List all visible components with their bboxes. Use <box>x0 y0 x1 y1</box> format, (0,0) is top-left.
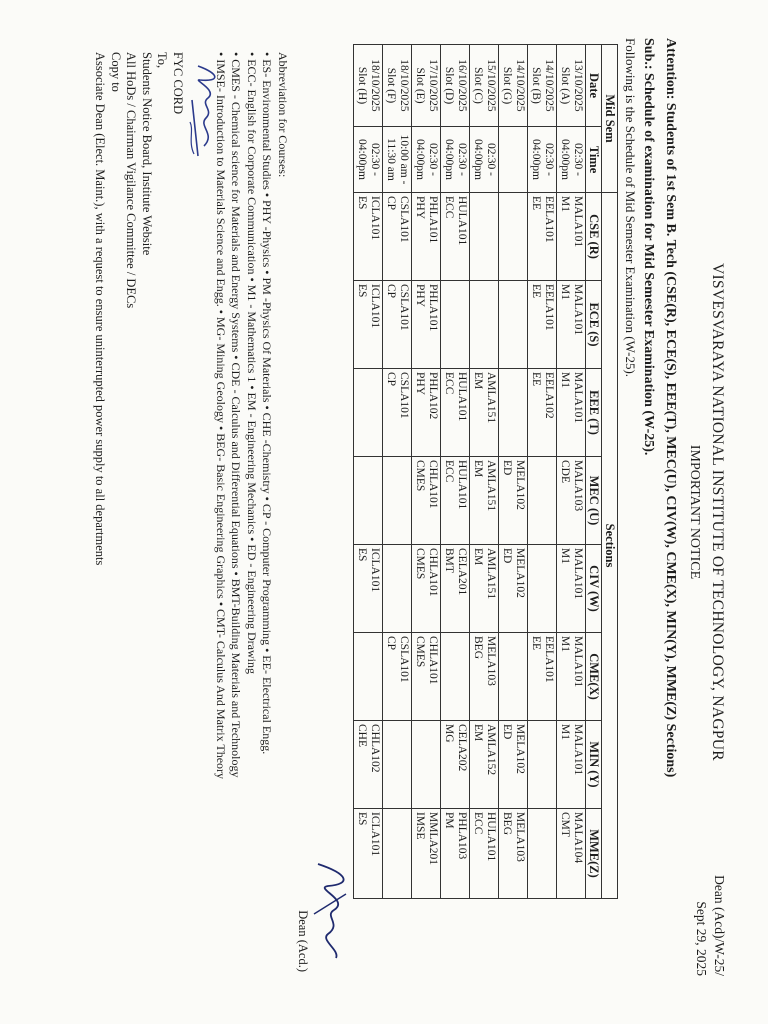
course-code: CHLA101 <box>427 636 439 685</box>
course-code: HULA101 <box>456 372 468 422</box>
distribution-block <box>92 52 185 565</box>
schedule-body <box>354 45 586 899</box>
to-label: To, <box>155 52 170 69</box>
course-cell <box>528 545 557 633</box>
exam-slot: Slot (A) <box>559 66 571 105</box>
course-code: CELA201 <box>456 548 468 596</box>
course-cell <box>383 193 412 281</box>
mid-sem-header: Mid Sem <box>602 45 618 193</box>
course-cell <box>557 369 586 457</box>
table-row <box>499 45 528 899</box>
course-abbreviation: BEG <box>501 812 513 835</box>
course-code: MALA101 <box>572 724 584 776</box>
course-cell <box>412 193 441 281</box>
course-abbreviation: ED <box>501 460 513 476</box>
course-code: CSLA101 <box>398 372 410 419</box>
column-header-row <box>586 45 602 899</box>
course-code: MELA102 <box>514 548 526 598</box>
exam-date: 14/10/2025 <box>514 59 526 112</box>
date-cell <box>383 45 412 127</box>
course-cell <box>557 809 586 899</box>
dean-signature <box>308 854 358 964</box>
course-code: CSLA101 <box>398 636 410 683</box>
course-cell <box>470 633 499 721</box>
course-abbreviation: ECC <box>443 460 455 483</box>
course-abbreviation: EE <box>530 372 542 387</box>
section-header: ECE (S) <box>586 281 602 369</box>
exam-slot: Slot (D) <box>443 66 455 105</box>
date-cell <box>441 45 470 127</box>
course-abbreviation: EM <box>472 548 484 566</box>
course-abbreviation: M1 <box>559 196 571 212</box>
course-code: AMLA151 <box>485 460 497 512</box>
section-header: CME(X) <box>586 633 602 721</box>
course-code: CSLA101 <box>398 284 410 331</box>
course-cell <box>499 369 528 457</box>
course-code: MALA103 <box>572 460 584 512</box>
course-code: MALA101 <box>572 196 584 248</box>
course-cell <box>557 193 586 281</box>
section-header: MIN (Y) <box>586 721 602 809</box>
table-row <box>528 45 557 899</box>
course-cell <box>528 809 557 899</box>
course-code: EELA102 <box>543 372 555 419</box>
exam-slot: Slot (H) <box>356 66 368 105</box>
course-abbreviation: ES <box>356 196 368 210</box>
date-cell <box>499 45 528 127</box>
course-code: MALA101 <box>572 548 584 600</box>
exam-slot: Slot (G) <box>501 66 513 105</box>
course-cell <box>557 281 586 369</box>
course-cell <box>470 281 499 369</box>
course-cell <box>470 369 499 457</box>
exam-schedule-table <box>353 44 618 899</box>
course-cell <box>470 545 499 633</box>
course-cell <box>499 809 528 899</box>
course-cell <box>412 457 441 545</box>
course-code: PHLA101 <box>427 284 439 332</box>
course-code: MELA102 <box>514 460 526 510</box>
course-abbreviation: M1 <box>559 372 571 388</box>
course-code: ICLA101 <box>369 548 381 593</box>
distribution-line: All HoDs / Chairman Vigilance Committee / DECs <box>124 52 139 309</box>
table-row <box>441 45 470 899</box>
course-cell <box>383 721 412 809</box>
course-abbreviation: CMES <box>414 636 426 668</box>
course-cell <box>354 193 383 281</box>
abbreviation-line: • ES- Environmental Studies • PHY -Physics • PM -Physics Of Materials • CHE -Chemistry • CP - Computer Programming • EE- Electrical Engg. <box>260 52 275 755</box>
date-cell <box>557 45 586 127</box>
course-cell <box>441 633 470 721</box>
section-header: EEE (T) <box>586 369 602 457</box>
course-cell <box>412 721 441 809</box>
abbreviation-line: • CMES - Chemical science for Materials and Energy Systems • CDE - Calculus and Differential Equations • BMT-Building Materials and Technology <box>229 52 244 778</box>
section-header: MME(Z) <box>586 809 602 899</box>
fyc-signature <box>184 60 228 180</box>
exam-date: 15/10/2025 <box>485 59 497 112</box>
course-cell <box>528 721 557 809</box>
course-cell <box>412 633 441 721</box>
course-cell <box>441 545 470 633</box>
course-cell <box>470 721 499 809</box>
course-code: EELA101 <box>543 284 555 331</box>
course-code: MELA103 <box>485 636 497 686</box>
table-row <box>383 45 412 899</box>
course-abbreviation: CMES <box>414 460 426 492</box>
course-cell <box>557 457 586 545</box>
abbreviation-line: • ECC- English for Corporate Communication • M1 - Mathematics 1 • EM - Engineering Mechanics • ED - Engineering Drawing <box>244 52 259 675</box>
time-cell: 10:00 am - 11:30 am <box>383 127 412 193</box>
course-cell <box>470 809 499 899</box>
course-abbreviation: ES <box>356 812 368 826</box>
course-code: PHLA101 <box>427 196 439 244</box>
time-header: Time <box>586 127 602 193</box>
course-abbreviation: M1 <box>559 284 571 300</box>
course-cell <box>354 369 383 457</box>
attention-line: Attention: Students of 1st Sem B. Tech (CSE(R), ECE(S), EEE(T), MEC(U), CIV(W), CME(X), MIN(Y), MME(Z) Sections) <box>663 38 678 778</box>
course-cell <box>499 193 528 281</box>
date-cell <box>412 45 441 127</box>
table-row <box>412 45 441 899</box>
course-cell <box>441 721 470 809</box>
course-code: PHLA102 <box>427 372 439 420</box>
course-abbreviation: ECC <box>472 812 484 835</box>
date-cell <box>528 45 557 127</box>
table-row <box>470 45 499 899</box>
course-cell <box>412 545 441 633</box>
course-code: CHLA101 <box>427 548 439 597</box>
course-cell <box>383 369 412 457</box>
time-cell: 02:30 - 04:00pm <box>557 127 586 193</box>
time-cell: 02:30 - 04:00pm <box>412 127 441 193</box>
course-cell <box>354 281 383 369</box>
course-abbreviation: EE <box>530 636 542 651</box>
course-abbreviation: CP <box>385 372 397 387</box>
exam-date: 18/10/2025 <box>398 59 410 112</box>
course-abbreviation: CDE <box>559 460 571 483</box>
course-code: ICLA101 <box>369 196 381 241</box>
course-abbreviation: CP <box>385 636 397 651</box>
course-cell <box>354 457 383 545</box>
course-abbreviation: MG <box>443 724 455 743</box>
course-cell <box>470 193 499 281</box>
exam-date: 17/10/2025 <box>427 59 439 112</box>
course-abbreviation: EM <box>472 372 484 390</box>
course-cell <box>412 369 441 457</box>
time-cell <box>499 127 528 193</box>
course-cell <box>441 809 470 899</box>
distribution-line: Copy to <box>109 52 123 92</box>
course-code: EELA101 <box>543 636 555 683</box>
section-header: MEC (U) <box>586 457 602 545</box>
time-cell: 02:30 - 04:00pm <box>441 127 470 193</box>
course-abbreviation: CMES <box>414 548 426 580</box>
dean-label: Dean (Acd.) <box>296 910 310 972</box>
sections-header: Sections <box>602 193 618 899</box>
section-header: CIV (W) <box>586 545 602 633</box>
course-code: CELA202 <box>456 724 468 772</box>
course-abbreviation: ECC <box>443 196 455 219</box>
time-cell: 02:30 - 04:00pm <box>528 127 557 193</box>
exam-date: 14/10/2025 <box>543 59 555 112</box>
course-cell <box>383 633 412 721</box>
course-cell <box>441 369 470 457</box>
course-abbreviation: BEG <box>472 636 484 659</box>
course-abbreviation: EM <box>472 724 484 742</box>
fyc-cord-label: FYC CORD <box>171 52 185 115</box>
course-abbreviation: BMT <box>443 548 455 573</box>
course-abbreviation: M1 <box>559 548 571 564</box>
course-cell <box>412 809 441 899</box>
course-code: MALA101 <box>572 372 584 424</box>
group-header-row <box>602 45 618 899</box>
date-cell <box>354 45 383 127</box>
course-abbreviation: ES <box>356 548 368 562</box>
course-cell <box>383 809 412 899</box>
course-code: ICLA101 <box>369 284 381 329</box>
course-cell <box>412 281 441 369</box>
course-code: CHLA101 <box>427 460 439 509</box>
course-code: MALA104 <box>572 812 584 864</box>
time-cell: 02:30 - 04:00pm <box>470 127 499 193</box>
course-abbreviation: M1 <box>559 724 571 740</box>
table-row <box>354 45 383 899</box>
course-abbreviation: CMT <box>559 812 571 837</box>
course-abbreviation: PHY <box>414 196 426 220</box>
course-cell <box>499 721 528 809</box>
subject-line: Sub.: Schedule of examination for Mid Semester Examination (W-25). <box>641 38 656 456</box>
course-cell <box>557 633 586 721</box>
course-code: HULA101 <box>456 460 468 510</box>
course-abbreviation: PHY <box>414 372 426 396</box>
course-cell <box>441 457 470 545</box>
course-cell <box>528 193 557 281</box>
course-abbreviation: ECC <box>443 372 455 395</box>
notice-title: IMPORTANT NOTICE <box>687 444 702 580</box>
course-cell <box>383 457 412 545</box>
course-code: HULA101 <box>485 812 497 862</box>
course-code: CHLA102 <box>369 724 381 773</box>
notice-date: Sept 29, 2025 <box>694 901 709 976</box>
exam-slot: Slot (E) <box>414 67 426 104</box>
date-cell <box>470 45 499 127</box>
time-cell: 02:30 - 04:00pm <box>354 127 383 193</box>
exam-date: 13/10/2025 <box>572 59 584 112</box>
course-code: ICLA101 <box>369 812 381 857</box>
course-abbreviation: CP <box>385 284 397 299</box>
abbreviation-heading: Abbreviation for Courses: <box>276 52 290 178</box>
course-cell <box>441 193 470 281</box>
table-row <box>557 45 586 899</box>
course-code: AMLA151 <box>485 548 497 600</box>
course-abbreviation: IMSE <box>414 812 426 840</box>
course-code: CSLA101 <box>398 196 410 243</box>
course-cell <box>499 545 528 633</box>
course-cell <box>470 457 499 545</box>
course-code: MELA103 <box>514 812 526 862</box>
institute-name: VISVESVARAYA NATIONAL INSTITUTE OF TECHNOLOGY, NAGPUR <box>709 263 726 761</box>
exam-date: 16/10/2025 <box>456 59 468 112</box>
course-cell <box>557 721 586 809</box>
course-cell <box>441 281 470 369</box>
course-code: EELA101 <box>543 196 555 243</box>
course-cell <box>499 457 528 545</box>
course-code: PHLA103 <box>456 812 468 860</box>
abbreviation-line: • IMSE- Introduction to Materials Science and Engg. • MG- Mining Geology • BEG- Basic Engineering Graphics • CMT- Calculus And Matrix Theory <box>213 52 228 780</box>
course-cell <box>354 633 383 721</box>
exam-date: 18/10/2025 <box>369 59 381 112</box>
course-code: MALA101 <box>572 284 584 336</box>
course-abbreviation: ED <box>501 724 513 740</box>
course-code: AMLA152 <box>485 724 497 776</box>
course-abbreviation: ES <box>356 284 368 298</box>
course-code: MMLA201 <box>427 812 439 866</box>
course-abbreviation: PHY <box>414 284 426 308</box>
course-abbreviation: CHE <box>356 724 368 747</box>
exam-slot: Slot (C) <box>472 67 484 104</box>
course-cell <box>528 369 557 457</box>
course-cell <box>499 281 528 369</box>
course-code: AMLA151 <box>485 372 497 424</box>
course-cell <box>383 545 412 633</box>
course-cell <box>354 721 383 809</box>
reference-number: Dean (Acd)/W-25/ <box>712 875 727 976</box>
course-abbreviation: M1 <box>559 636 571 652</box>
course-code: HULA101 <box>456 196 468 246</box>
course-abbreviation: ED <box>501 548 513 564</box>
course-abbreviation: CP <box>385 196 397 211</box>
course-cell <box>528 457 557 545</box>
section-header: CSE (R) <box>586 193 602 281</box>
course-code: MALA101 <box>572 636 584 688</box>
course-cell <box>528 633 557 721</box>
course-abbreviation: PM <box>443 812 455 829</box>
course-cell <box>528 281 557 369</box>
date-header: Date <box>586 45 602 127</box>
course-code: MELA102 <box>514 724 526 774</box>
intro-line: Following is the Schedule of Mid Semester Examination (W-25). <box>623 38 638 378</box>
course-cell <box>499 633 528 721</box>
distribution-line: Associate Dean (Elect. Maint.), with a request to ensure uninterrupted power supply to all departments <box>93 52 108 566</box>
course-cell <box>354 545 383 633</box>
course-abbreviation: EE <box>530 284 542 299</box>
course-cell <box>557 545 586 633</box>
exam-slot: Slot (F) <box>385 67 397 104</box>
course-cell <box>383 281 412 369</box>
course-abbreviation: EM <box>472 460 484 478</box>
course-abbreviation: EE <box>530 196 542 211</box>
exam-slot: Slot (B) <box>530 67 542 104</box>
distribution-line: Students Notice Board, Institute Website <box>140 52 154 256</box>
